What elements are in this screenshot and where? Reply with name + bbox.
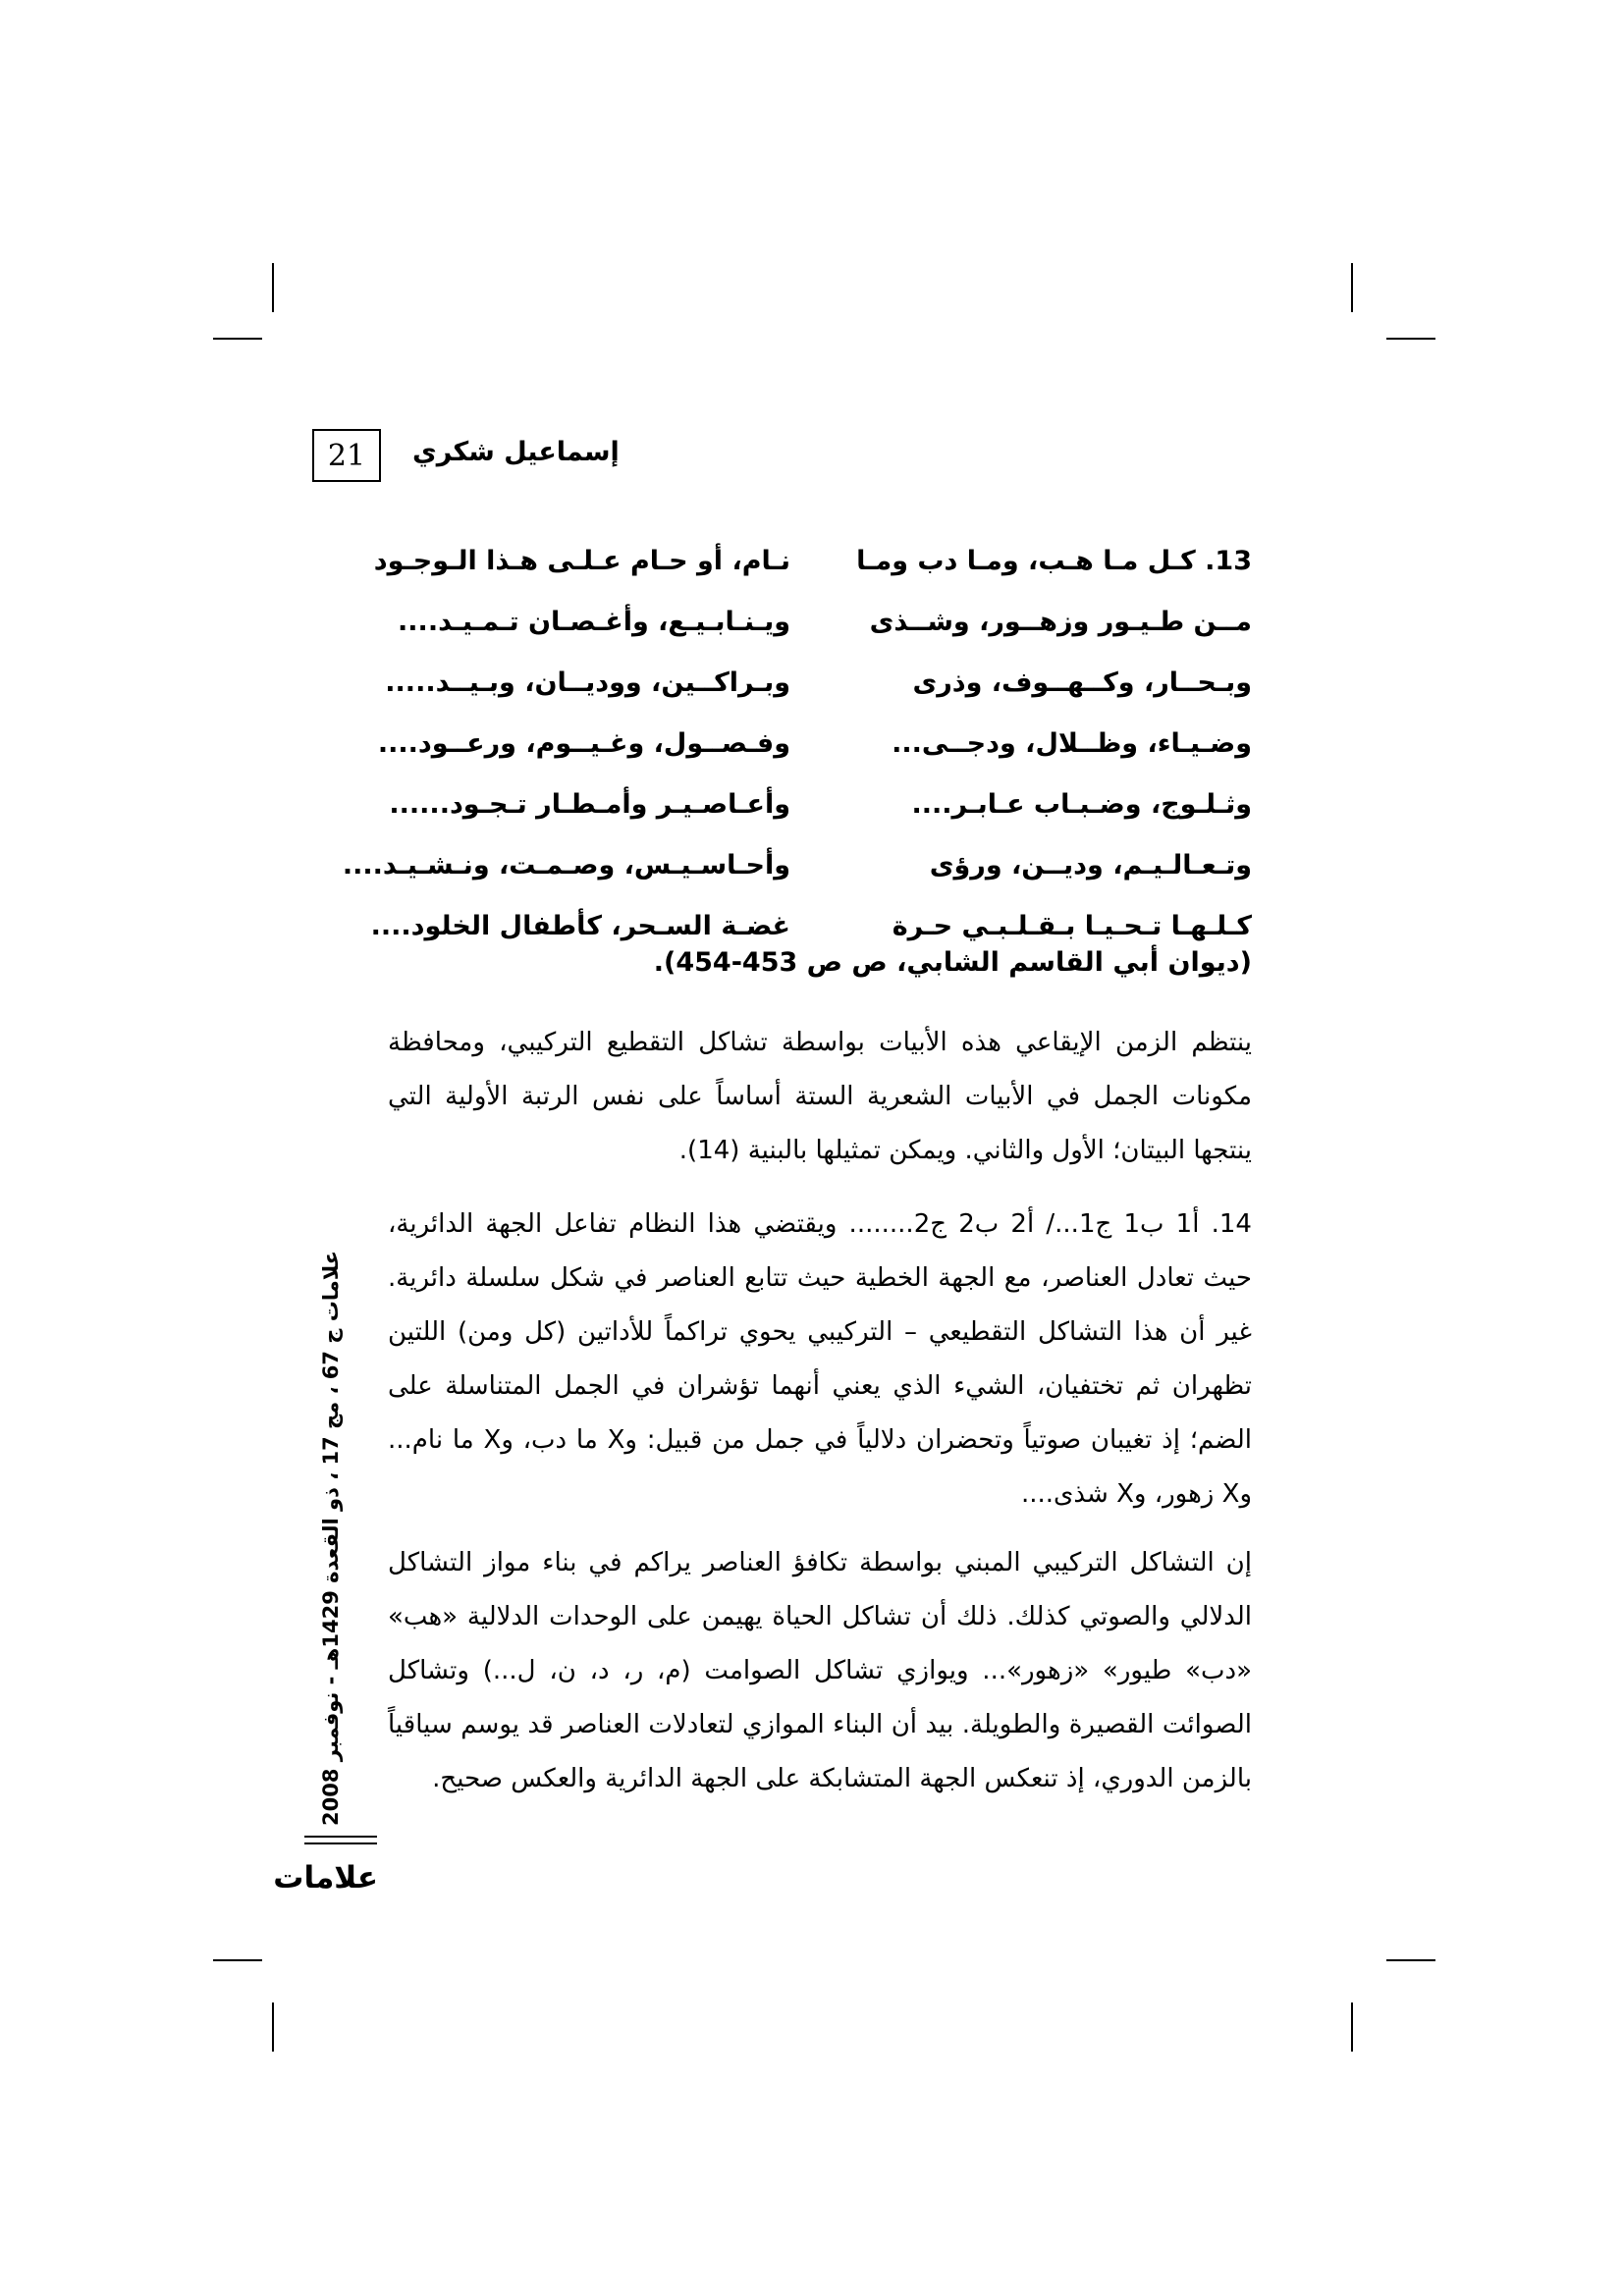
second-hemistich: وبـراكــين، ووديــان، وبـيــد.....	[385, 667, 790, 698]
second-hemistich: وأعـاصـيـر وأمـطـار تـجـود......	[389, 788, 790, 820]
paragraph: ينتظم الزمن الإيقاعي هذه الأبيات بواسطة تشاكل التقطيع التركيبي، ومحافظة مكونات الجمل في الأبيات الشعرية الستة أساساً على نفس الرتبة الأولية التي ينتجها البيتان؛ الأول والثاني. ويمكن تمثيلها بالبنية (14).	[388, 1028, 1252, 1165]
second-hemistich: نـام، أو حـام عـلـى هـذا الـوجـود	[373, 545, 790, 576]
poem-verse	[373, 530, 1252, 591]
first-hemistich: وثـلـوج، وضـبـاب عـابـر....	[911, 788, 1252, 820]
journal-info: علامات ج 67 ، مج 17 ، ذو القعدة 1429هـ - نوفمبر 2008	[319, 1250, 343, 1826]
poem-verse	[385, 652, 1252, 713]
crop-mark	[213, 1959, 262, 1961]
source-citation: (ديوان أبي القاسم الشابي، ص ص 453-454).	[653, 947, 1252, 978]
first-hemistich: كـلـهـا تـحـيـا بـقـلـبـي حـرة	[892, 910, 1252, 941]
divider	[304, 1836, 377, 1838]
second-hemistich: غضـة السـحر، كأطفال الخلود....	[370, 910, 790, 941]
paragraph: إن التشاكل التركيبي المبني بواسطة تكافؤ العناصر يراكم في بناء مواز التشاكل الدلالي والصوتي كذلك. ذلك أن تشاكل الحياة يهيمن على الوحدات الدلالية «هب» «دب» طيور» «زهور»... ويوازي تشاكل الصوامت (م، ر، د، ن، ل...) وتشاكل الصوائت القصيرة والطويلة. بيد أن البناء الموازي لتعادلات العناصر قد يوسم سياقياً بالزمن الدوري، إذ تنعكس الجهة المتشابكة على الجهة الدائرية والعكس صحيح.	[388, 1548, 1252, 1793]
first-hemistich: وتـعـالـيـم، وديــن، ورؤى	[929, 849, 1252, 881]
second-hemistich: وأحـاسـيـس، وصـمـت، ونـشـيـد....	[342, 849, 790, 881]
crop-mark	[1351, 263, 1353, 312]
poem-verse	[342, 834, 1252, 895]
journal-logo: علامات	[273, 1860, 378, 1896]
crop-mark	[272, 2002, 274, 2052]
crop-mark	[1386, 338, 1435, 340]
first-hemistich: وبـحــار، وكــهــوف، وذرى	[912, 667, 1252, 698]
author-name: إسماعيل شكري	[412, 437, 620, 467]
paragraph: 14. أ1 ب1 ج1.../ أ2 ب2 ج2........ ويقتضي هذا النظام تفاعل الجهة الدائرية، حيث تعادل العناصر، مع الجهة الخطية حيث تتابع العناصر في شكل سلسلة دائرية. غير أن هذا التشاكل التقطيعي – التركيبي يحوي تراكماً للأداتين (كل ومن) اللتين تظهران ثم تختفيان، الشيء الذي يعني أنهما تؤشران في الجمل المتناسلة على الضم؛ إذ تغيبان صوتياً وتحضران دلالياً في جمل من قبيل: وX ما دب، وX ما نام... وX زهور، وX شذى....	[388, 1209, 1253, 1509]
first-hemistich: مــن طـيـور وزهــور، وشــذى	[869, 606, 1252, 637]
divider	[304, 1842, 377, 1844]
crop-mark	[272, 263, 274, 312]
poem-verse	[388, 591, 1252, 652]
page-number: 21	[312, 429, 381, 482]
crop-mark	[1386, 1959, 1435, 1961]
poem	[342, 530, 1252, 956]
crop-mark	[213, 338, 262, 340]
poem-verse	[377, 713, 1252, 774]
second-hemistich: وفـصــول، وغـيــوم، ورعــود....	[377, 727, 790, 759]
first-hemistich: وضـيـاء، وظــلال، ودجــى...	[892, 727, 1252, 759]
first-hemistich: 13. كـل مـا هـب، ومـا دب ومـا	[856, 545, 1252, 576]
poem-verse	[388, 774, 1252, 834]
crop-mark	[1351, 2002, 1353, 2052]
second-hemistich: ويـنـابـيـع، وأغـصـان تـمـيـد....	[398, 606, 790, 637]
